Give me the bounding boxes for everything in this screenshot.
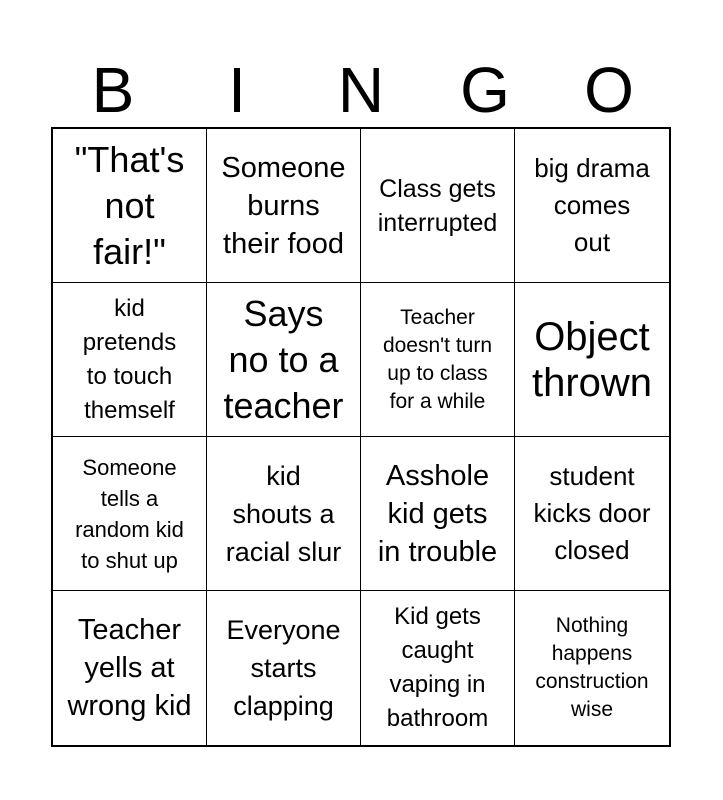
cell-text: Class gets interrupted — [377, 174, 498, 237]
cell-text: kid pretends to touch themself — [82, 294, 177, 424]
bingo-cell[interactable] — [515, 591, 669, 745]
header-letter-g: G — [460, 54, 510, 126]
bingo-cell[interactable] — [207, 591, 361, 745]
header-letter-o: O — [584, 54, 634, 126]
bingo-cell[interactable] — [53, 437, 207, 591]
bingo-cell[interactable] — [207, 129, 361, 283]
cell-text: Someone tells a random kid to shut up — [75, 454, 184, 573]
bingo-cell[interactable] — [515, 437, 669, 591]
cell-text: Object thrown — [531, 314, 653, 405]
bingo-cell[interactable] — [361, 437, 515, 591]
bingo-cell[interactable] — [361, 129, 515, 283]
bingo-cell[interactable] — [361, 591, 515, 745]
cell-text: Kid gets caught vaping in bathroom — [386, 603, 489, 732]
bingo-cell[interactable] — [515, 283, 669, 437]
bingo-cell[interactable] — [207, 283, 361, 437]
cell-text: big drama comes out — [534, 153, 650, 257]
bingo-cell[interactable] — [53, 283, 207, 437]
cell-text: Someone burns their food — [221, 151, 346, 260]
cell-text: Teacher yells at wrong kid — [67, 614, 192, 722]
cell-text: Nothing happens construction wise — [535, 614, 649, 721]
bingo-grid — [51, 127, 671, 747]
cell-text: Teacher doesn't turn up to class for a while — [382, 305, 493, 413]
header-letter-i: I — [228, 54, 246, 126]
bingo-header — [51, 52, 671, 128]
bingo-cell[interactable] — [207, 437, 361, 591]
bingo-cell[interactable] — [53, 591, 207, 745]
cell-text: student kicks door closed — [533, 461, 651, 565]
bingo-cell[interactable] — [515, 129, 669, 283]
bingo-cell[interactable] — [53, 129, 207, 283]
cell-text: "That's not fair!" — [74, 138, 185, 272]
cell-text: kid shouts a racial slur — [225, 460, 342, 567]
cell-text: Asshole kid gets in trouble — [377, 459, 498, 568]
cell-text: Everyone starts clapping — [226, 615, 341, 721]
bingo-cell[interactable] — [361, 283, 515, 437]
header-letter-b: B — [91, 54, 135, 126]
header-letter-n: N — [337, 54, 385, 126]
cell-text: Says no to a teacher — [223, 292, 344, 426]
